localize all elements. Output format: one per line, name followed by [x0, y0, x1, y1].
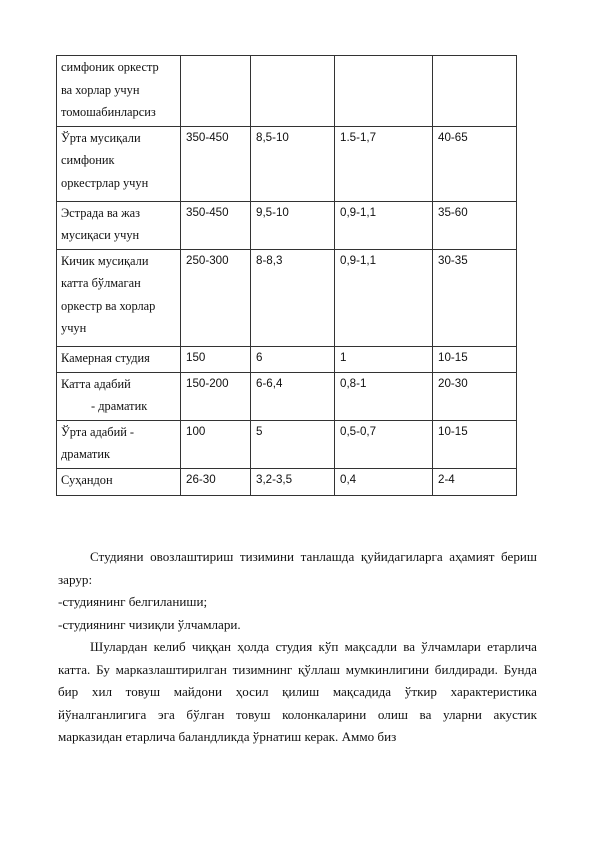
cell-line: симфоник оркестр: [61, 60, 159, 74]
table-cell-studio-type: [57, 56, 181, 127]
table-cell-area: 40-65: [433, 126, 517, 201]
table-cell-height: 6: [251, 346, 335, 372]
list-item: -студиянинг белгиланиши;: [58, 594, 208, 609]
table-cell-reverb: 0,9-1,1: [335, 249, 433, 346]
table-cell-studio-type: [57, 249, 181, 346]
table-cell: [251, 56, 335, 127]
table-cell-volume: 26-30: [181, 468, 251, 495]
table-cell-height: 3,2-3,5: [251, 468, 335, 495]
table-cell-studio-type: [57, 346, 181, 372]
cell-line: Эстрада ва жаз: [61, 205, 141, 220]
studio-parameters-table: [56, 55, 517, 496]
table-cell-height: 5: [251, 420, 335, 468]
table-row: [57, 126, 517, 201]
table-cell-area: 35-60: [433, 201, 517, 249]
table-cell-height: 8,5-10: [251, 126, 335, 201]
cell-line: Камерная студия: [61, 350, 150, 365]
table-cell-height: 6-6,4: [251, 372, 335, 420]
table-cell-volume: 100: [181, 420, 251, 468]
table-cell-area: 10-15: [433, 420, 517, 468]
cell-line: Суҳандон: [61, 472, 113, 487]
table-row: [57, 346, 517, 372]
table-cell-volume: 150: [181, 346, 251, 372]
cell-line: Катта адабий: [61, 376, 131, 391]
cell-line: оркестр ва хорлар: [61, 298, 156, 313]
cell-line: драматик: [61, 447, 110, 461]
table-cell-reverb: 1.5-1,7: [335, 126, 433, 201]
cell-line: томошабинларсиз: [61, 105, 156, 119]
table-cell-studio-type: [57, 468, 181, 495]
table-cell: [433, 56, 517, 127]
table-row: [57, 201, 517, 249]
table-cell-area: 20-30: [433, 372, 517, 420]
table-cell-volume: 350-450: [181, 126, 251, 201]
table-cell-reverb: 0,4: [335, 468, 433, 495]
table-row: [57, 249, 517, 346]
table-cell-reverb: 0,5-0,7: [335, 420, 433, 468]
cell-line: оркестрлар учун: [61, 175, 149, 190]
cell-line: Кичик мусиқали: [61, 253, 149, 268]
table-cell-area: 10-15: [433, 346, 517, 372]
table-cell-area: 30-35: [433, 249, 517, 346]
cell-line: учун: [61, 321, 87, 335]
paragraph: Студияни овозлаштириш тизимини танлашда қуйидагиларга аҳамият бериш зарур:: [58, 549, 537, 587]
cell-line: мусиқаси учун: [61, 228, 140, 242]
cell-line: симфоник: [61, 153, 115, 167]
body-text: [58, 546, 537, 749]
table-row: [57, 420, 517, 468]
table-cell-studio-type: [57, 372, 181, 420]
cell-line: катта бўлмаган: [61, 276, 141, 290]
table-cell-studio-type: [57, 126, 181, 201]
list-item: -студиянинг чизиқли ўлчамлари.: [58, 616, 241, 632]
table-cell-volume: 250-300: [181, 249, 251, 346]
table-cell-volume: 350-450: [181, 201, 251, 249]
table-cell-volume: 150-200: [181, 372, 251, 420]
table-cell-reverb: 0,8-1: [335, 372, 433, 420]
table-row: [57, 372, 517, 420]
table-row: [57, 468, 517, 495]
cell-line: - драматик: [91, 399, 148, 413]
table-cell-reverb: 0,9-1,1: [335, 201, 433, 249]
table-row: [57, 56, 517, 127]
table-cell: [335, 56, 433, 127]
cell-line: Ўрта мусиқали: [61, 130, 141, 145]
table-cell-studio-type: [57, 201, 181, 249]
table-cell: [181, 56, 251, 127]
table-cell-height: 8-8,3: [251, 249, 335, 346]
table-cell-studio-type: [57, 420, 181, 468]
table-cell-area: 2-4: [433, 468, 517, 495]
table-cell-reverb: 1: [335, 346, 433, 372]
cell-line: ва хорлар учун: [61, 82, 140, 97]
cell-line: Ўрта адабий -: [61, 424, 135, 439]
paragraph: Шулардан келиб чиққан ҳолда студия кўп мақсадли ва ўлчамлари етарлича катта. Бу марказлаштирилган тизимнинг қўллаш мумкинлигини билдиради. Бунда бир хил товуш майдони ҳосил қилиш мақсадида ўткир характеристика йўналганлигига эга бўлган товуш колонкаларини олиш ва уларни акустик марказидан етарлича баландликда ўрнатиш керак. Аммо биз: [58, 639, 537, 744]
table-cell-height: 9,5-10: [251, 201, 335, 249]
